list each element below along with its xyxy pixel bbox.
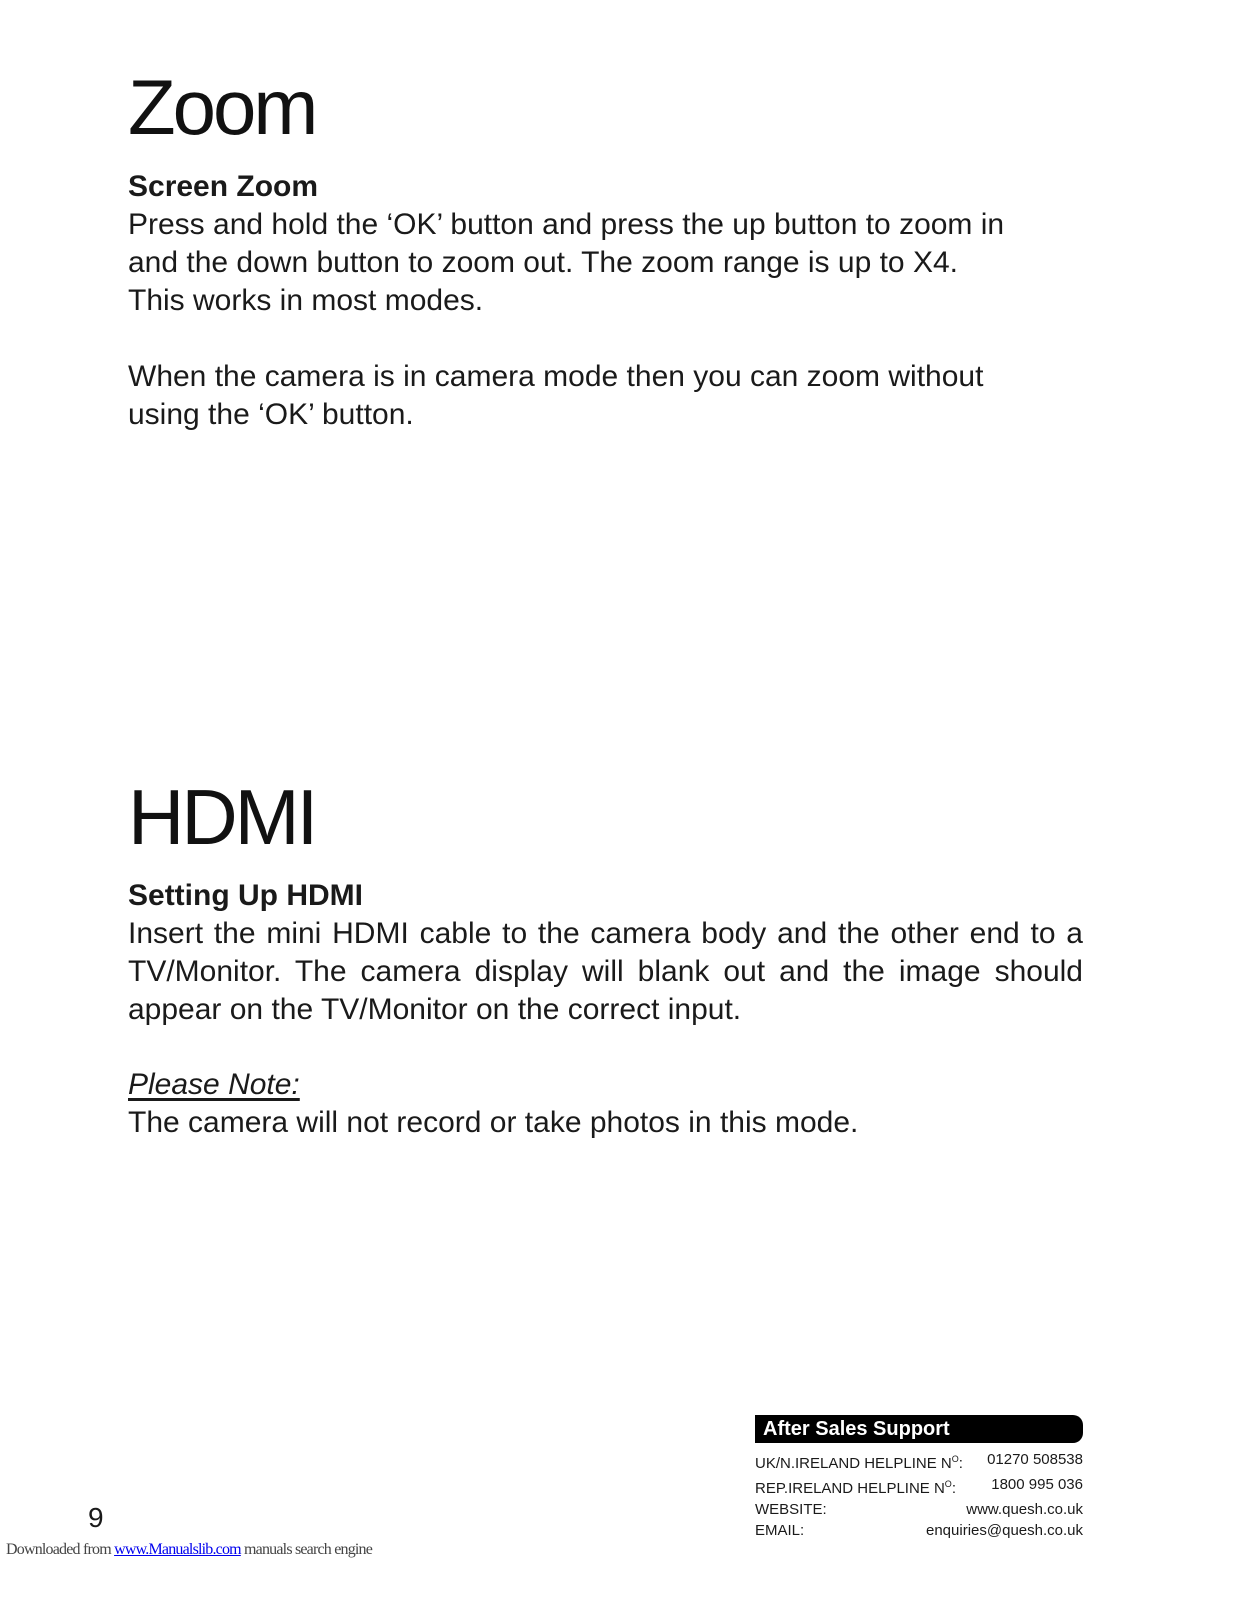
please-note-label: Please Note: [128,1068,300,1101]
zoom-section-title: Zoom [128,63,316,151]
footer-prefix: Downloaded from [6,1541,115,1558]
camera-mode-zoom-paragraph [128,358,1083,434]
zoom-instructions-line: Press and hold the ‘OK’ button and press the up button to zoom in [128,208,1005,241]
website-row [755,1499,1083,1520]
after-sales-support-banner: After Sales Support [755,1415,1083,1443]
uk-helpline-label: UK/N.IRELAND HELPLINE $N^O$: [755,1454,963,1472]
hdmi-section-title: HDMI [128,773,316,861]
rep-ireland-helpline-row [755,1474,1083,1499]
after-sales-support-box [755,1415,1083,1541]
website-value: www.quesh.co.uk [966,1501,1083,1518]
email-row [755,1520,1083,1541]
hdmi-instructions-paragraph: Insert the mini HDMI cable to the camera body and the other end to a TV/Monitor. The camera display will blank out and the image should appear on the TV/Monitor on the correct input. [128,917,1083,1026]
camera-mode-zoom-line: When the camera is in camera mode then you can zoom without [128,360,984,393]
website-label: WEBSITE: [755,1501,827,1518]
zoom-instructions-line: and the down button to zoom out. The zoom range is up to X4. [128,246,958,279]
page-number: 9 [88,1502,104,1533]
footer-suffix: manuals search engine [240,1541,373,1558]
rep-ireland-helpline-number: 1800 995 036 [991,1476,1083,1493]
zoom-instructions-line: This works in most modes. [128,284,484,317]
uk-helpline-row [755,1449,1083,1474]
please-note-text: The camera will not record or take photos in this mode. [128,1106,859,1139]
zoom-instructions-paragraph [128,206,1083,320]
email-value: enquiries@quesh.co.uk [926,1522,1083,1539]
setting-up-hdmi-heading: Setting Up HDMI [128,879,363,912]
uk-helpline-number: 01270 508538 [987,1451,1083,1468]
rep-ireland-helpline-label: REP.IRELAND HELPLINE $N^O$: [755,1479,956,1497]
camera-mode-zoom-line: using the ‘OK’ button. [128,398,414,431]
screen-zoom-heading: Screen Zoom [128,170,319,203]
download-footer [6,1541,372,1559]
manualslib-link[interactable]: www.Manualslib.com [114,1541,241,1558]
email-label: EMAIL: [755,1522,805,1539]
